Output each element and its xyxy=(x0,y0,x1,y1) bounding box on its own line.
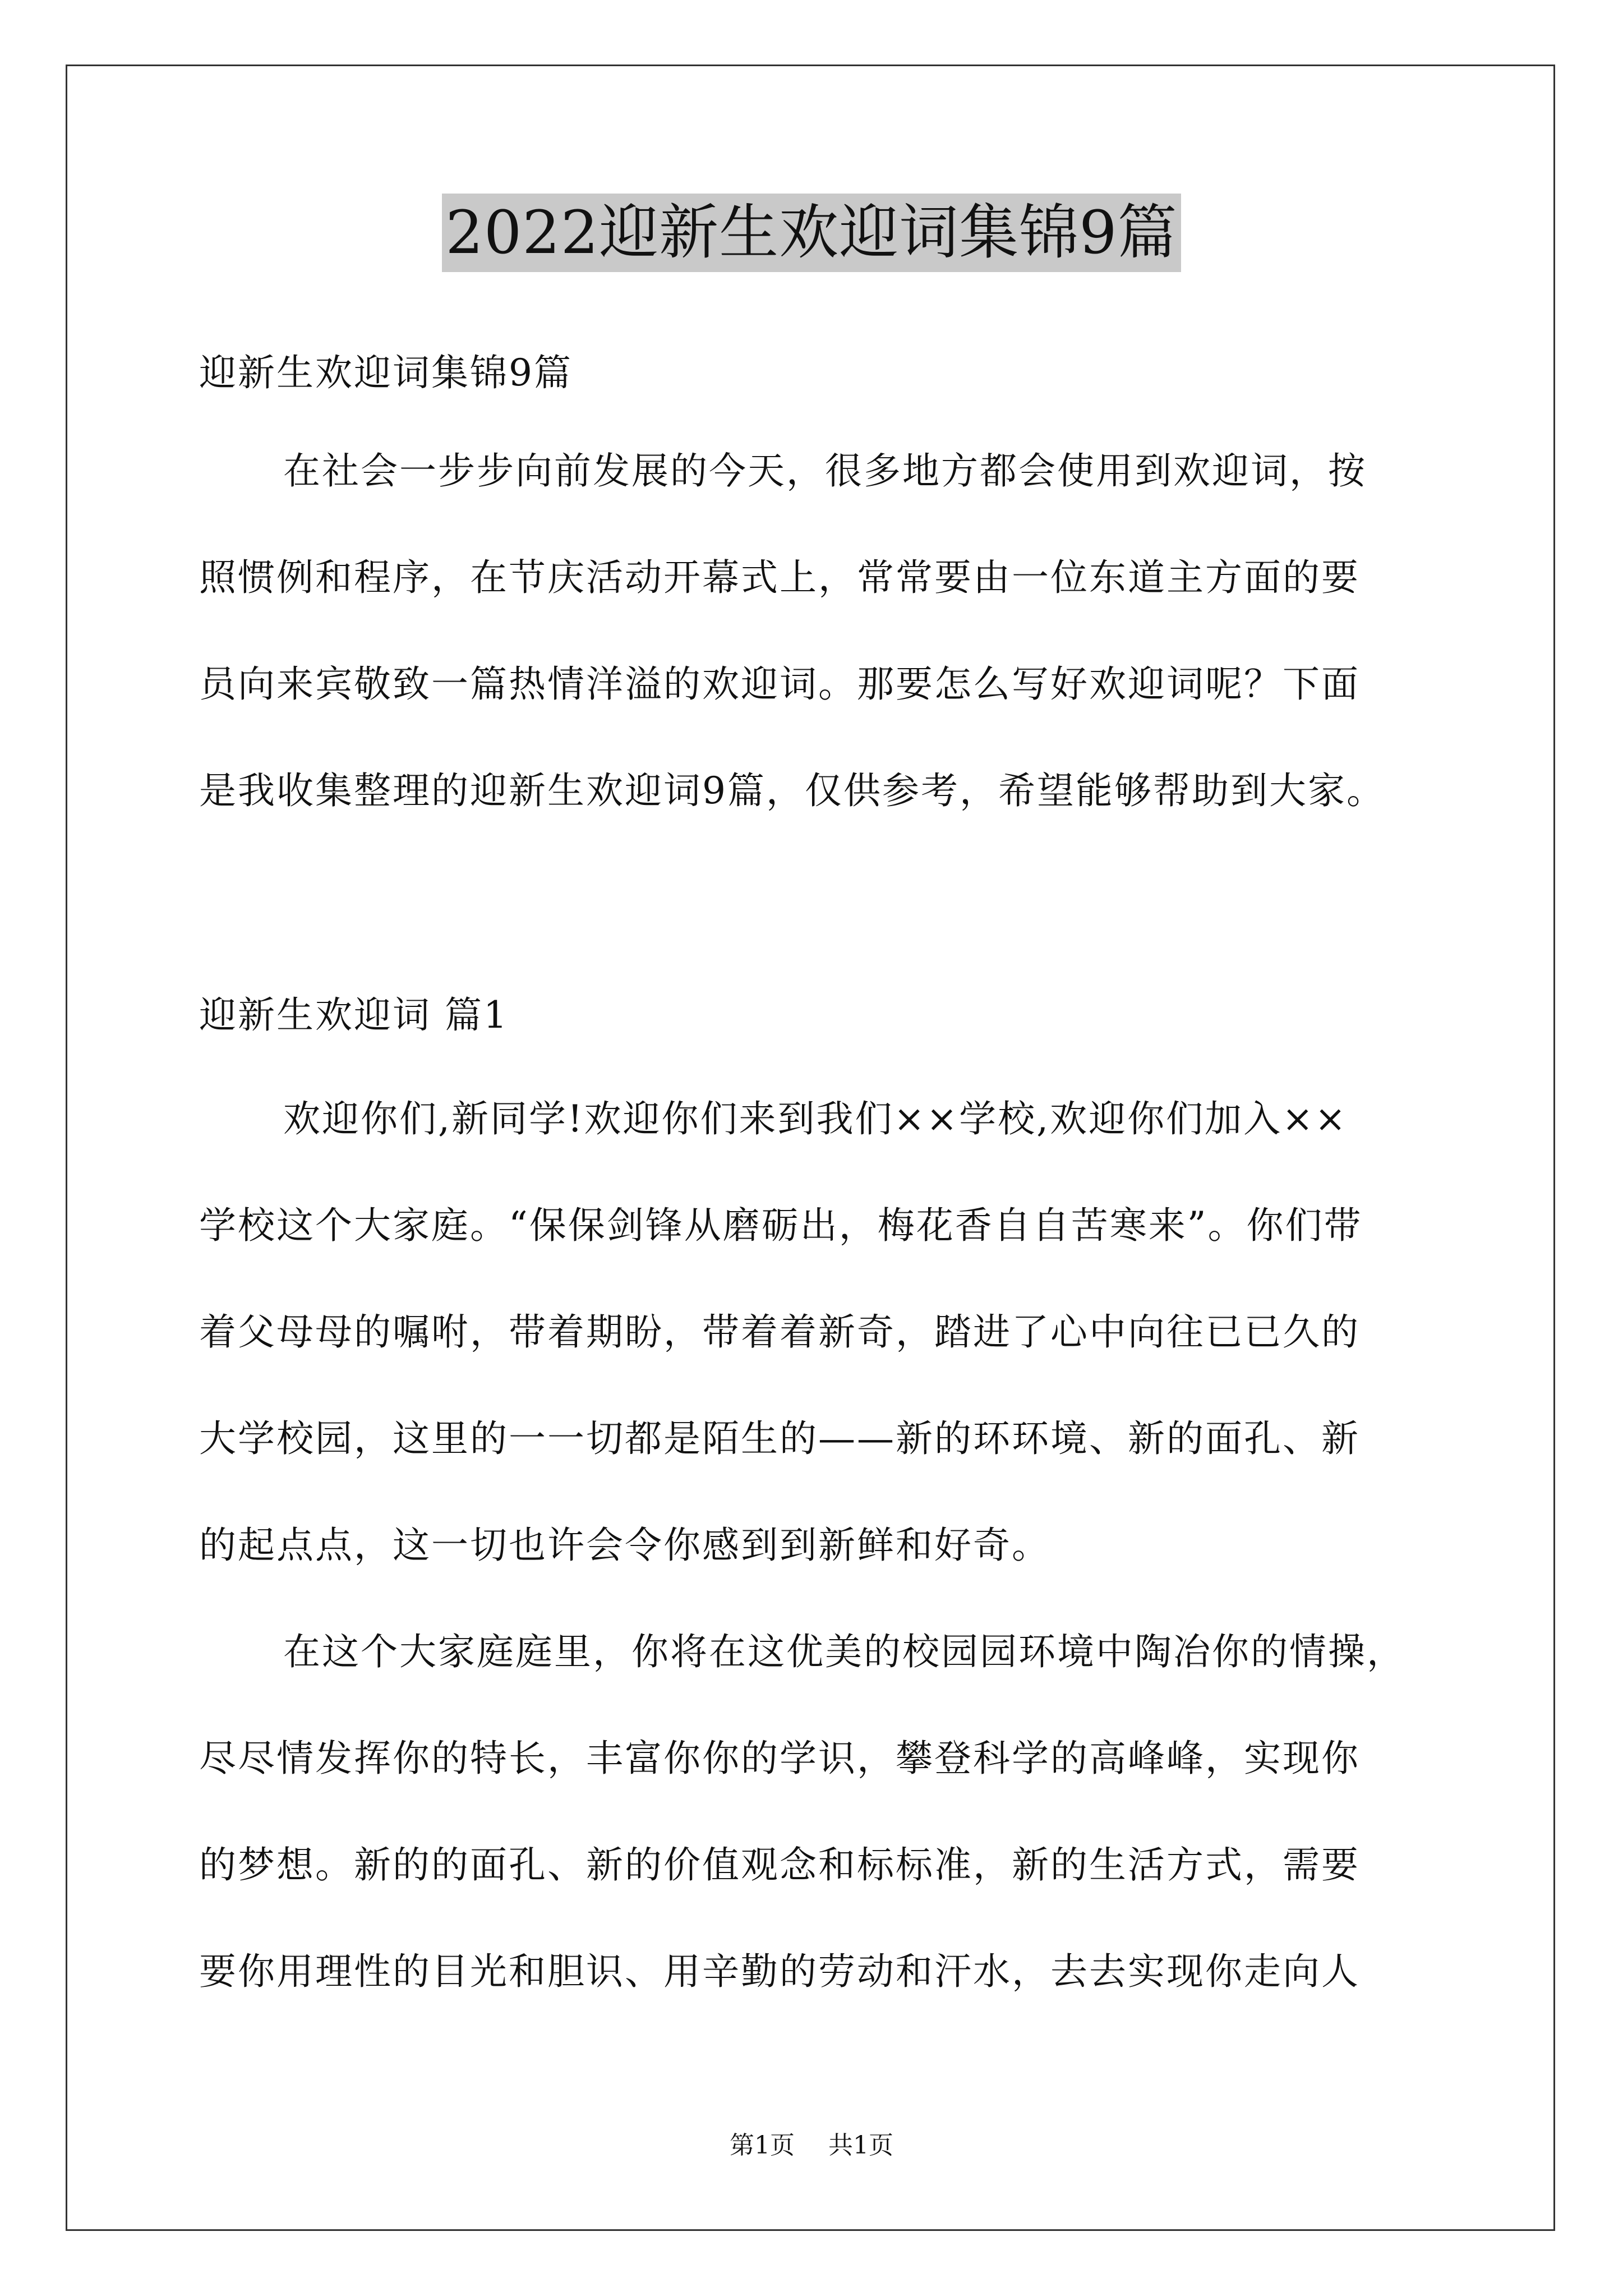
paragraph-line: 欢迎你们,新同学!欢迎你们来到我们××学校,欢迎你们加入×× xyxy=(283,1097,1348,1140)
paragraph-line: 学校这个大家庭。“保保剑锋从磨砺出，梅花香自自苦寒来”。你们带 xyxy=(199,1204,1363,1247)
paragraph-line: 着父母母的嘱咐，带着期盼，带着着新奇，踏进了心中向往已已久的 xyxy=(199,1310,1360,1354)
document-subtitle: 迎新生欢迎词集锦9篇 xyxy=(199,351,573,394)
paragraph-line: 大学校园，这里的一一切都是陌生的——新的环环境、新的面孔、新 xyxy=(199,1417,1360,1460)
paragraph-line: 在这个大家庭庭里，你将在这优美的校园园环境中陶冶你的情操， xyxy=(283,1630,1405,1673)
document-title: 2022迎新生欢迎词集锦9篇 xyxy=(442,194,1181,272)
intro-line: 在社会一步步向前发展的今天，很多地方都会使用到欢迎词，按 xyxy=(283,449,1367,493)
section-heading: 迎新生欢迎词 篇1 xyxy=(199,993,509,1037)
page-total: 共1页 xyxy=(828,2131,893,2160)
paragraph-line: 的起点点，这一切也许会令你感到到新鲜和好奇。 xyxy=(199,1524,1050,1567)
paragraph-line: 的梦想。新的的面孔、新的价值观念和标标准，新的生活方式，需要 xyxy=(199,1843,1360,1887)
paragraph-line: 要你用理性的目光和胆识、用辛勤的劳动和汗水，去去实现你走向人 xyxy=(199,1950,1360,1993)
page-number: 第1页 xyxy=(730,2131,795,2160)
intro-line: 是我收集整理的迎新生欢迎词9篇，仅供参考，希望能够帮助到大家。 xyxy=(199,769,1385,812)
page-footer xyxy=(0,2129,1623,2162)
intro-line: 员向来宾敬致一篇热情洋溢的欢迎词。那要怎么写好欢迎词呢？下面 xyxy=(199,662,1360,706)
intro-line: 照惯例和程序，在节庆活动开幕式上，常常要由一位东道主方面的要 xyxy=(199,556,1360,599)
paragraph-line: 尽尽情发挥你的特长，丰富你你的学识，攀登科学的高峰峰，实现你 xyxy=(199,1737,1360,1780)
title-container xyxy=(0,194,1623,272)
